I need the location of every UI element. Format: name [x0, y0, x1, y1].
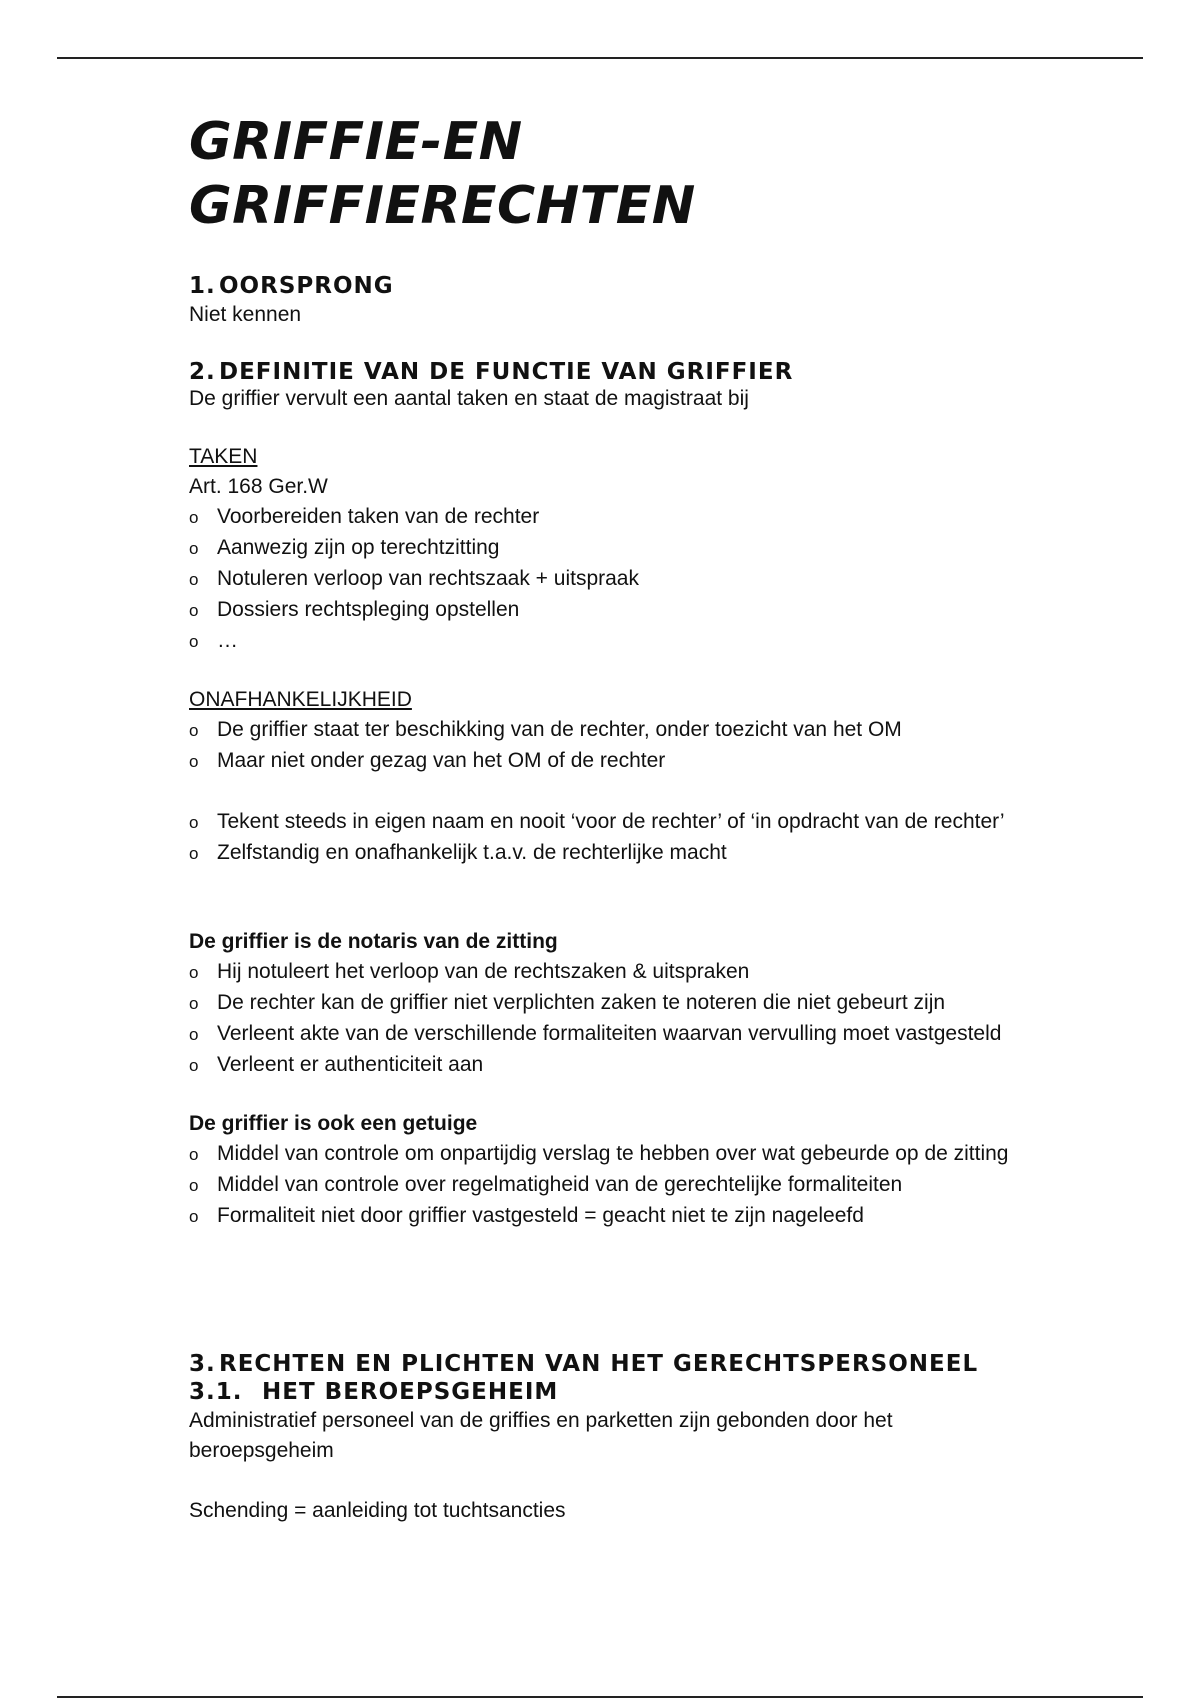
bullet-icon: o [189, 813, 199, 832]
bullet-icon: o [189, 632, 199, 651]
bullet-icon: o [189, 539, 199, 558]
list-item: o De rechter kan de griffier niet verplichten zaken te noteren die niet gebeurt zijn [189, 988, 1089, 1019]
bottom-rule [57, 1696, 1143, 1698]
section-2-title: DEFINITIE VAN DE FUNCTIE VAN GRIFFIER [219, 359, 794, 385]
bullet-icon: o [189, 570, 199, 589]
bullet-icon: o [189, 1207, 199, 1226]
bullet-icon: o [189, 601, 199, 620]
list-item: o Zelfstandig en onafhankelijk t.a.v. de rechterlijke macht [189, 838, 1089, 869]
document-body [189, 110, 1089, 1526]
bullet-icon: o [189, 508, 199, 527]
onafhankelijkheid-label: ONAFHANKELIJKHEID [189, 688, 412, 711]
title-line-1: GRIFFIE-EN [189, 112, 523, 172]
bullet-icon: o [189, 752, 199, 771]
list-item: o De griffier staat ter beschikking van de rechter, onder toezicht van het OM [189, 715, 1089, 746]
bullet-icon: o [189, 1145, 199, 1164]
list-item: o Verleent akte van de verschillende formaliteiten waarvan vervulling moet vastgesteld [189, 1019, 1089, 1050]
notaris-list [189, 957, 1089, 1081]
list-item: o Notuleren verloop van rechtszaak + uitspraak [189, 564, 1089, 595]
bullet-icon: o [189, 1176, 199, 1195]
notaris-heading: De griffier is de notaris van de zitting [189, 930, 558, 953]
section-2-number: 2. [189, 359, 216, 385]
list-item: o Maar niet onder gezag van het OM of de rechter [189, 746, 1089, 777]
list-item: o Aanwezig zijn op terechtzitting [189, 533, 1089, 564]
bullet-icon: o [189, 994, 199, 1013]
list-item: o Tekent steeds in eigen naam en nooit ‘voor de rechter’ of ‘in opdracht van de rechter’ [189, 807, 1089, 838]
list-item: o Voorbereiden taken van de rechter [189, 502, 1089, 533]
section-1-heading [189, 272, 1089, 300]
list-item: o Middel van controle over regelmatigheid van de gerechtelijke formaliteiten [189, 1170, 1089, 1201]
bullet-icon: o [189, 1056, 199, 1075]
section-1-number: 1. [189, 273, 216, 299]
taken-list [189, 502, 1089, 657]
bullet-icon: o [189, 1025, 199, 1044]
document-title [189, 110, 1089, 238]
section-3-1-number: 3.1. [189, 1379, 243, 1405]
section-1-title: OORSPRONG [219, 273, 394, 299]
title-line-2: GRIFFIERECHTEN [189, 176, 696, 236]
section-2-intro: De griffier vervult een aantal taken en staat de magistraat bij [189, 387, 749, 410]
onafhankelijkheid-list-b [189, 807, 1089, 869]
onafhankelijkheid-list-a [189, 715, 1089, 777]
list-item: o Verleent er authenticiteit aan [189, 1050, 1089, 1081]
section-3-number: 3. [189, 1351, 216, 1377]
section-3-heading [189, 1350, 1089, 1378]
getuige-list [189, 1139, 1089, 1232]
bullet-icon: o [189, 721, 199, 740]
list-item: o Dossiers rechtspleging opstellen [189, 595, 1089, 626]
list-item: o Middel van controle om onpartijdig verslag te hebben over wat gebeurde op de zitting [189, 1139, 1089, 1170]
section-2-heading [189, 358, 1089, 386]
top-rule [57, 57, 1143, 59]
section-3-1-paragraph-1: Administratief personeel van de griffies en parketten zijn gebonden door het beroepsgeheim [189, 1409, 893, 1462]
list-item: o Hij notuleert het verloop van de rechtszaken & uitspraken [189, 957, 1089, 988]
section-3-1-heading [189, 1378, 1089, 1406]
taken-reference: Art. 168 Ger.W [189, 475, 328, 498]
section-3-title: RECHTEN EN PLICHTEN VAN HET GERECHTSPERSONEEL [219, 1351, 979, 1377]
section-3-1-title: HET BEROEPSGEHEIM [262, 1379, 559, 1405]
list-item: o … [189, 626, 1089, 657]
bullet-icon: o [189, 963, 199, 982]
taken-label: TAKEN [189, 445, 258, 468]
bullet-icon: o [189, 844, 199, 863]
section-3-1-paragraph-2: Schending = aanleiding tot tuchtsancties [189, 1499, 566, 1522]
section-1-text: Niet kennen [189, 303, 302, 326]
list-item: o Formaliteit niet door griffier vastgesteld = geacht niet te zijn nageleefd [189, 1201, 1089, 1232]
getuige-heading: De griffier is ook een getuige [189, 1112, 478, 1135]
